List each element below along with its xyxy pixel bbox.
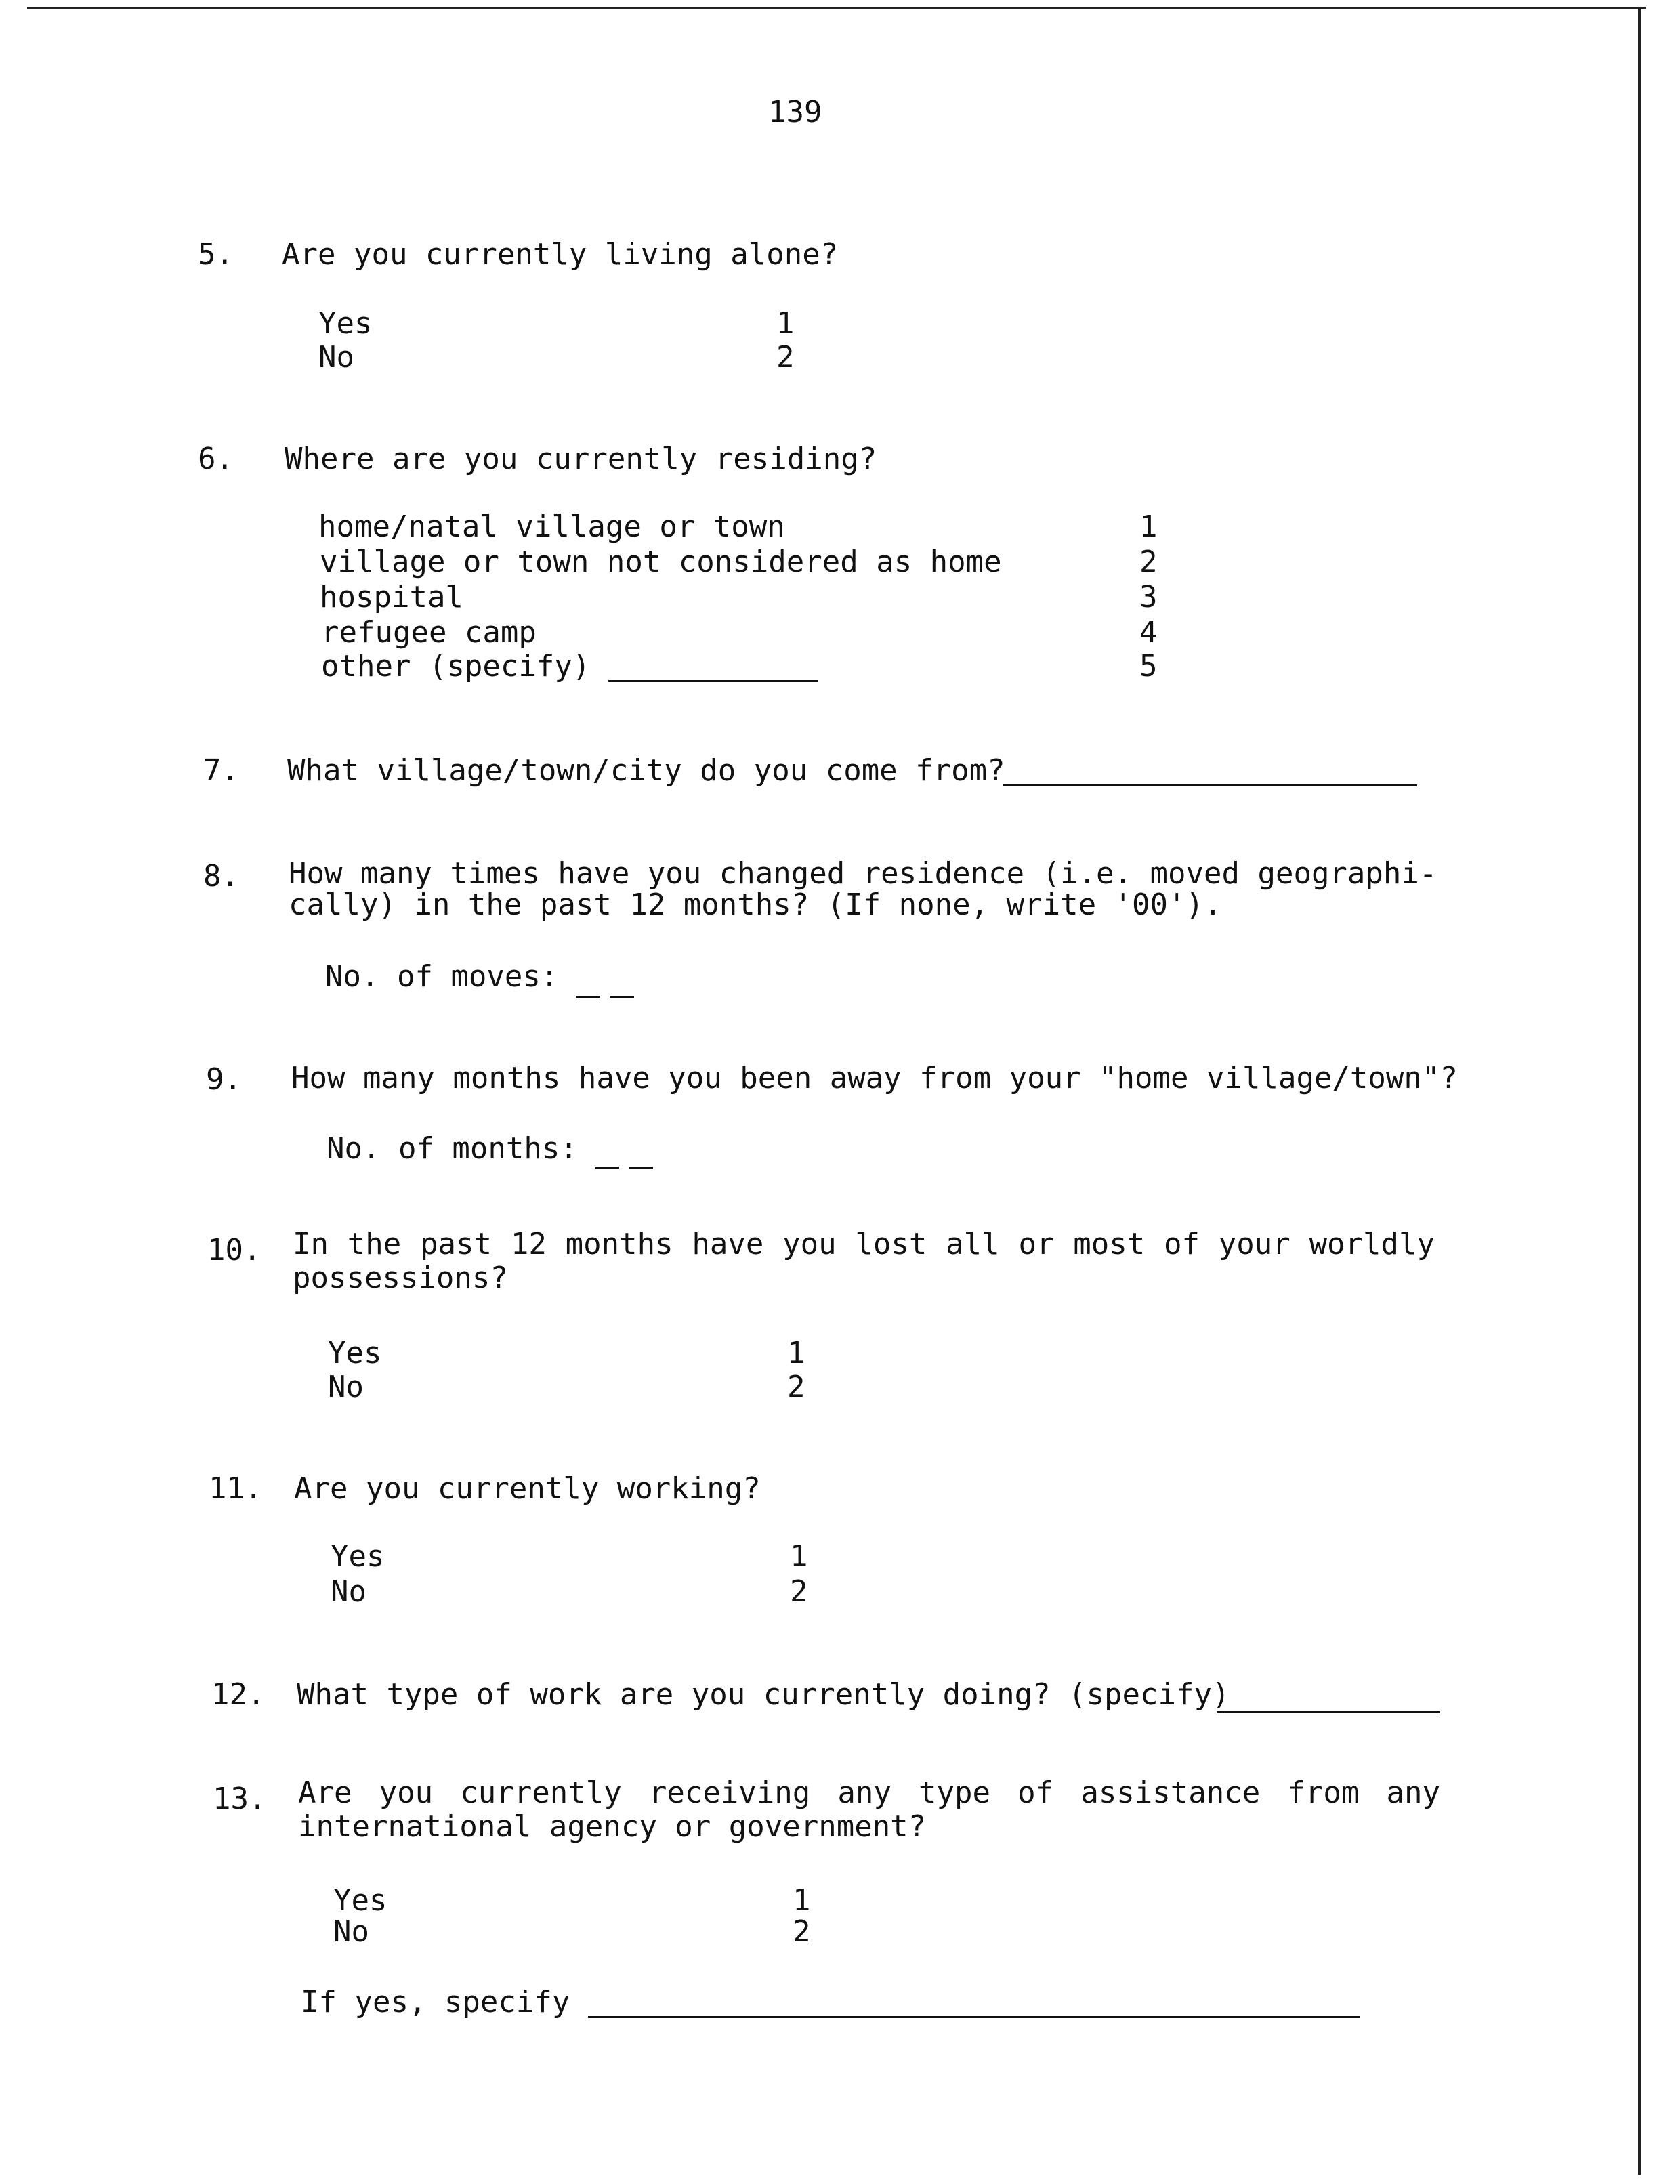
question-text: What type of work are you currently doing? (specify)	[297, 1677, 1230, 1712]
question-text: Are you currently living alone?	[282, 237, 839, 272]
option-code: 1	[790, 1539, 808, 1574]
option-code: 3	[1139, 580, 1158, 614]
answer-blank[interactable]	[1003, 784, 1417, 786]
question-text-line-2: cally) in the past 12 months? (If none, write '00').	[289, 887, 1222, 922]
option-label: No	[328, 1370, 364, 1404]
dot-leader	[495, 580, 1101, 610]
option-code: 1	[787, 1336, 805, 1370]
dot-leader	[562, 615, 1101, 645]
dot-leader	[419, 1539, 751, 1569]
dot-leader	[406, 306, 732, 336]
dot-leader	[1004, 545, 1101, 574]
dot-leader	[416, 1336, 748, 1366]
page-edge-right	[1638, 7, 1641, 2175]
option-label: other (specify)	[321, 649, 591, 684]
option-code: 1	[793, 1883, 811, 1918]
question-number: 6.	[198, 442, 234, 476]
question-text: Where are you currently residing?	[285, 442, 877, 476]
question-number: 7.	[203, 753, 239, 788]
dot-leader	[400, 1370, 748, 1400]
dot-leader	[421, 1883, 753, 1913]
option-label: Yes	[318, 306, 373, 341]
digit-blank[interactable]	[629, 1167, 653, 1169]
option-label: home/natal village or town	[318, 509, 785, 544]
question-text-line-1: How many times have you changed residence (i.e. moved geographi-	[289, 856, 1437, 891]
option-label: Yes	[331, 1539, 385, 1574]
option-code: 2	[776, 340, 795, 375]
question-number: 11.	[209, 1471, 263, 1506]
answer-blank[interactable]	[1217, 1711, 1440, 1713]
question-text: In the past 12 months have you lost all or most of your worldly possessions?	[293, 1227, 1435, 1295]
question-number: 13.	[213, 1782, 267, 1816]
option-code: 1	[1139, 509, 1158, 544]
question-text: Are you currently receiving any type of assistance from any international agency or government?	[298, 1776, 1440, 1844]
option-code: 5	[1139, 649, 1158, 684]
option-label: No	[331, 1574, 366, 1609]
specify-blank[interactable]	[608, 680, 818, 682]
question-number: 8.	[203, 859, 239, 894]
option-code: 4	[1139, 615, 1158, 650]
option-code: 1	[776, 306, 795, 341]
field-label: No. of moves:	[325, 959, 559, 994]
option-code: 2	[793, 1914, 811, 1949]
option-label: No	[318, 340, 354, 375]
question-number: 10.	[207, 1233, 261, 1267]
question-number: 5.	[198, 237, 234, 272]
question-text: Are you currently working?	[294, 1471, 761, 1506]
page-number: 139	[768, 95, 822, 129]
followup-label: If yes, specify	[301, 1985, 570, 2019]
digit-blank[interactable]	[610, 996, 634, 998]
option-label: village or town not considered as home	[320, 545, 1002, 579]
page-edge-top	[27, 7, 1646, 9]
dot-leader	[390, 340, 732, 370]
answer-blank[interactable]	[588, 2016, 1360, 2018]
dot-leader	[803, 509, 1101, 539]
question-number: 12.	[211, 1677, 266, 1712]
question-text: What village/town/city do you come from?	[287, 753, 1005, 788]
option-label: No	[333, 1914, 369, 1949]
dot-leader	[402, 1574, 751, 1604]
dot-leader	[851, 649, 1101, 679]
option-label: Yes	[333, 1883, 387, 1918]
digit-blank[interactable]	[595, 1167, 619, 1169]
question-number: 9.	[206, 1062, 242, 1097]
option-label: hospital	[320, 580, 463, 614]
option-code: 2	[790, 1574, 808, 1609]
question-text: How many months have you been away from your "home village/town"?	[291, 1061, 1458, 1095]
option-label: refugee camp	[321, 615, 537, 650]
digit-blank[interactable]	[576, 996, 600, 998]
option-code: 2	[787, 1370, 805, 1404]
dot-leader	[405, 1914, 753, 1944]
option-code: 2	[1139, 545, 1158, 579]
field-label: No. of months:	[327, 1131, 578, 1166]
option-label: Yes	[328, 1336, 382, 1370]
